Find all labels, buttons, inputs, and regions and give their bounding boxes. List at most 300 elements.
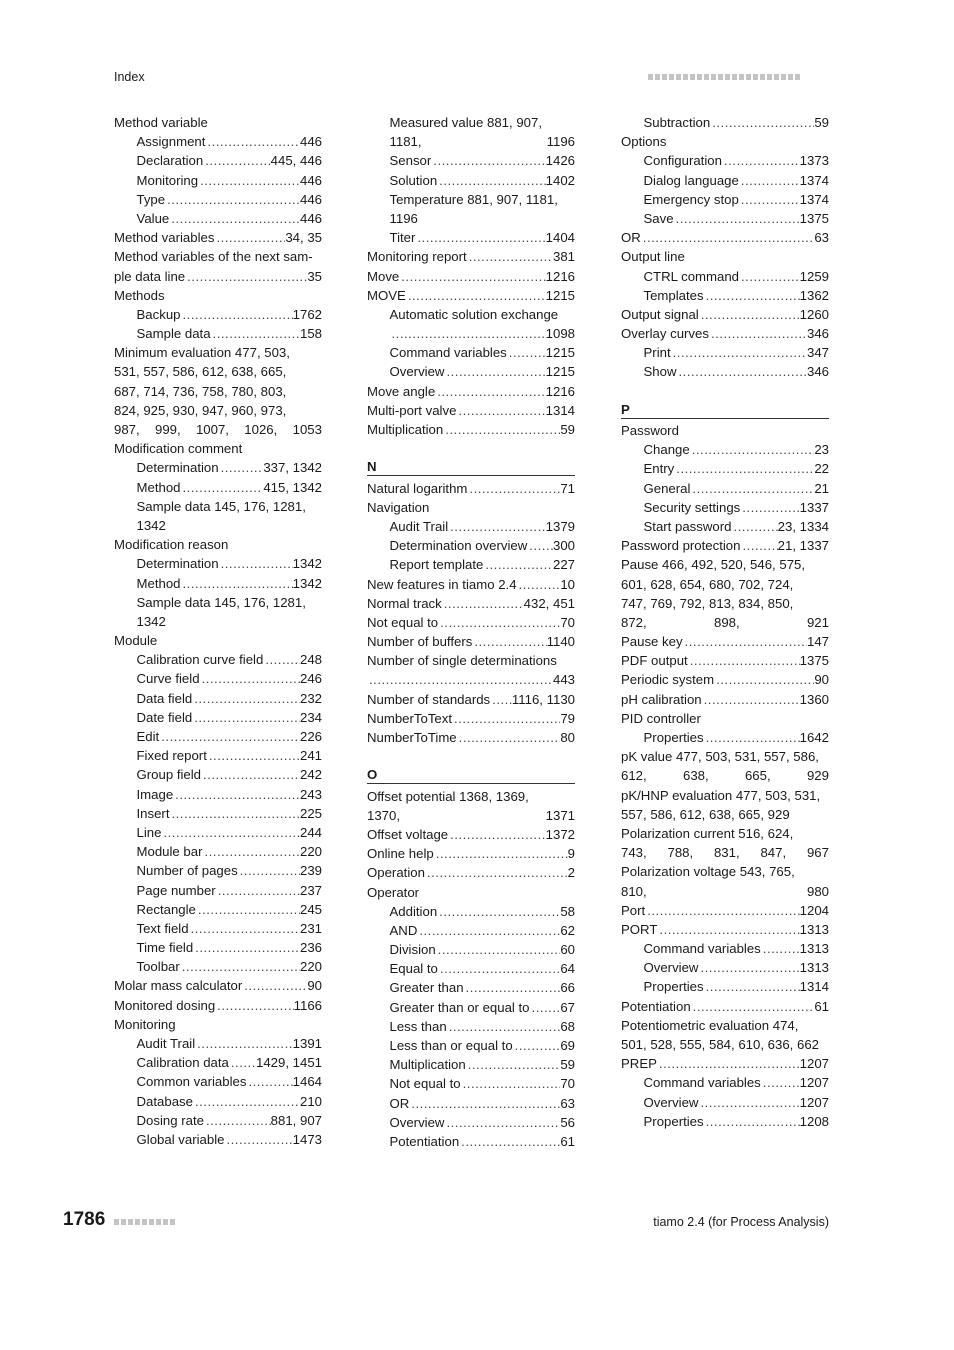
index-entry: Navigation [367,499,430,515]
index-subentry [114,785,322,804]
index-entry [621,651,829,670]
entry-term: Method [136,575,181,591]
index-entry: Methods [114,287,165,303]
entry-term: Audit Trail [136,1036,196,1051]
dot-leader [739,171,800,190]
dot-leader [192,689,300,708]
entry-term: Assignment [136,134,206,150]
entry-term: Online help [367,846,434,862]
entry-term: Date field [136,709,193,725]
index-subentry [621,958,829,977]
index-entry [621,670,829,689]
index-subentry [114,305,322,324]
index-entry: Password [621,423,679,438]
entry-pages: 1260 [799,306,829,322]
index-subentry [621,113,829,132]
index-subentry: Sample data 145, 176, 1281, [136,594,306,610]
index-subentry: 1196 [389,210,418,226]
index-subentry [621,440,829,459]
index-entry-continuation [367,132,575,151]
index-entry [367,247,575,266]
entry-term: Start password [643,518,732,534]
entry-pages: 788, [667,845,694,861]
dot-leader [444,362,545,381]
index-subentry [367,228,575,247]
entry-term: Type [136,191,166,207]
index-subentry: Temperature 881, 907, 1181, [389,191,558,207]
entry-pages: 246 [299,671,322,687]
dot-leader [461,1074,561,1093]
index-entry [367,401,575,420]
index-entry: Output line [621,249,685,265]
index-entry [367,825,575,844]
entry-term: Curve field [136,671,200,687]
index-subentry [621,362,829,381]
dot-leader [456,401,545,420]
index-entry: 501, 528, 555, 584, 610, 636, 662 [621,1037,819,1052]
index-letter-heading: N [367,458,575,476]
entry-pages: 898, [713,614,740,630]
index-subentry [114,881,322,900]
index-subentry [114,765,322,784]
index-entry [114,976,322,995]
entry-pages: 234 [299,709,322,725]
dot-leader [645,901,799,920]
index-entry [621,305,829,324]
entry-pages: 432, 451 [523,595,575,611]
index-subentry [114,938,322,957]
index-subentry [367,362,575,381]
entry-term: Number of buffers [367,634,473,650]
dot-leader [472,632,546,651]
entry-term: Overview [643,1094,699,1110]
dot-leader [448,825,546,844]
entry-pages: 446 [299,172,322,188]
dot-leader [214,228,285,247]
dot-leader [195,1034,293,1053]
index-subentry [621,209,829,228]
entry-term: Command variables [643,1075,761,1091]
index-entry: Method variable [114,115,208,130]
dot-leader [406,286,546,305]
entry-pages: 1391 [292,1036,322,1051]
dot-leader [436,940,561,959]
index-subentry [367,151,575,170]
entry-pages: 158 [299,326,322,342]
index-subentry [114,190,322,209]
entry-pages: 220 [299,844,322,860]
entry-pages: 1208 [799,1113,829,1129]
entry-pages: 1215 [545,287,575,303]
entry-pages: 921 [806,614,829,630]
index-subentry [621,939,829,958]
entry-term: Group field [136,767,202,783]
index-entry-continuation [621,613,829,632]
entry-term: AND [389,922,418,938]
entry-pages: 62 [560,922,575,938]
entry-term: Line [136,824,162,840]
dot-leader [435,382,545,401]
entry-term: Edit [136,729,160,744]
index-subentry [114,900,322,919]
entry-pages: 90 [814,672,829,688]
index-subentry: Sample data 145, 176, 1281, [136,498,306,514]
index-subentry [114,1111,322,1130]
index-entry: pK value 477, 503, 531, 557, 586, [621,749,819,765]
dot-leader [459,1132,560,1151]
index-spacer [367,439,575,458]
entry-term: Command variables [643,941,761,957]
dot-leader [467,247,553,266]
entry-pages: 220 [299,959,322,975]
entry-term: Configuration [643,153,722,169]
entry-pages: 70 [560,614,575,630]
index-entry: Polarization current 516, 624, [621,825,794,841]
entry-pages: 1342 [292,575,322,591]
entry-term: Dosing rate [136,1112,204,1128]
index-entry: Module [114,633,158,649]
dot-leader [443,420,560,439]
dot-leader [657,920,799,939]
entry-pages: 225 [299,805,322,821]
dot-leader [193,1092,300,1111]
entry-term: Page number [136,882,216,898]
index-subentry [367,921,575,940]
entry-term: Periodic system [621,672,715,688]
entry-term: OR [621,230,641,246]
entry-pages: 1374 [799,191,829,207]
entry-pages: 248 [299,652,322,668]
entry-term: Data field [136,690,193,706]
dot-leader [192,708,300,727]
index-entry [367,844,575,863]
dot-leader [731,517,777,536]
entry-term: Calibration data [136,1055,229,1071]
entry-pages: 1314 [545,402,575,418]
footer-decoration [114,1219,175,1225]
dot-leader [200,669,300,688]
dot-leader [181,305,293,324]
index-column-2 [367,113,575,1151]
index-entry [621,1054,829,1073]
index-entry-continuation [621,843,829,862]
dot-leader [409,1094,560,1113]
index-subentry [114,650,322,669]
dot-leader [464,978,561,997]
entry-term: CTRL command [643,268,740,284]
index-subentry: Automatic solution exchange [389,306,559,322]
entry-term: Monitored dosing [114,997,216,1013]
index-entry: 557, 586, 612, 638, 665, 929 [621,806,790,822]
entry-pages: 231 [299,920,322,936]
entry-term: Method [136,479,181,495]
index-subentry [621,151,829,170]
entry-term: Greater than [389,980,464,996]
entry-pages: 1379 [545,518,575,534]
index-subentry [621,171,829,190]
entry-pages: 872, [621,614,647,630]
entry-pages: 59 [560,1057,575,1073]
entry-pages: 999, [154,422,181,437]
index-subentry [114,324,322,343]
entry-term: Equal to [389,961,438,977]
index-subentry [114,478,322,497]
entry-pages: 61 [560,1133,575,1149]
entry-pages: 346 [806,364,829,380]
entry-pages: 1204 [799,902,829,918]
index-spacer [621,382,829,401]
entry-pages: 59 [814,115,829,130]
entry-pages: 1166 [293,997,322,1013]
index-subentry [114,1034,322,1053]
entry-term: General [643,480,691,496]
entry-term: Greater than or equal to [389,999,530,1015]
index-subentry [367,959,575,978]
dot-leader [467,479,560,498]
index-subentry: 1342 [136,517,166,533]
dot-leader [722,151,800,170]
entry-term: Overlay curves [621,326,709,342]
index-entry [621,690,829,709]
dot-leader [417,921,560,940]
dot-leader [189,919,300,938]
index-letter-heading: O [367,766,575,784]
dot-leader [517,575,561,594]
entry-pages: 1053 [292,422,322,437]
index-entry: Minimum evaluation 477, 503, [114,345,290,361]
dot-leader [490,690,512,709]
index-entry: Modification comment [114,441,243,457]
dot-leader [447,1017,561,1036]
entry-pages: 1181, [389,134,422,150]
entry-pages: 34, 35 [285,230,322,246]
index-entry [367,575,575,594]
index-subentry [114,554,322,573]
dot-leader [657,1054,800,1073]
entry-term: Image [136,786,174,802]
dot-leader [229,1053,256,1072]
dot-leader [448,517,546,536]
entry-pages: 1196 [546,134,575,150]
dot-leader [181,574,293,593]
entry-pages: 1342 [292,556,322,572]
entry-pages: 347 [806,345,829,361]
dot-leader [224,1130,292,1149]
entry-term: Titer [389,230,416,246]
index-subentry [367,1132,575,1151]
index-entry: Number of single determinations [367,653,557,669]
entry-term: Division [389,942,436,958]
entry-pages: 987, [114,422,140,437]
index-subentry [114,957,322,976]
index-entry [621,324,829,343]
index-subentry [114,1072,322,1091]
index-subentry [367,1074,575,1093]
entry-term: Move [367,268,400,284]
entry-term: Dialog language [643,172,739,188]
entry-pages: 1402 [545,172,575,188]
dot-leader [434,844,568,863]
entry-pages: 1207 [799,1075,829,1091]
dot-leader [527,536,553,555]
entry-term: Not equal to [389,1076,461,1092]
index-subentry [367,940,575,959]
dot-leader [466,1055,561,1074]
index-subentry: 1342 [136,613,166,629]
index-entry [367,479,575,498]
entry-pages: 1140 [546,634,575,650]
entry-term: Calibration curve field [136,652,264,668]
entry-term: Normal track [367,595,442,611]
dot-leader [438,959,560,978]
index-subentry [114,209,322,228]
entry-term: Natural logarithm [367,480,468,496]
entry-term: Change [643,442,690,458]
entry-term: Overview [389,1114,445,1130]
entry-pages: 831, [713,845,740,861]
entry-pages: 241 [299,748,322,764]
dot-leader [709,324,807,343]
entry-term: Move angle [367,383,436,399]
entry-pages: 967 [806,845,829,861]
dot-leader [159,727,300,746]
entry-term: Pause key [621,634,683,650]
entry-term: Security settings [643,499,741,515]
entry-term: pH calibration [621,691,702,707]
dot-leader [513,1036,561,1055]
dot-leader [242,976,307,995]
entry-pages: 1337 [799,499,829,515]
entry-pages: 10 [560,576,575,592]
entry-pages: 22 [814,461,829,477]
page-number: 1786 [63,1209,106,1230]
index-subentry [621,728,829,747]
entry-pages: 1371 [545,807,575,823]
entry-pages: 300 [552,538,575,554]
dot-leader [181,478,264,497]
entry-pages: 381 [552,249,575,265]
entry-term: PORT [621,921,658,937]
index-entry [367,863,575,882]
entry-term: Backup [136,306,181,322]
entry-term: Audit Trail [389,518,449,534]
dot-leader [704,1112,800,1131]
entry-term: New features in tiamo 2.4 [367,576,517,592]
entry-pages: 66 [560,980,575,996]
header-decoration [648,74,800,80]
entry-pages: 337, 1342 [263,460,322,476]
index-subentry [367,1017,575,1036]
dot-leader [246,1072,292,1091]
entry-pages: 443 [552,672,575,688]
entry-pages: 242 [299,767,322,783]
index-subentry [114,842,322,861]
dot-leader [193,938,300,957]
index-subentry [621,190,829,209]
entry-pages: 210 [299,1093,322,1109]
dot-leader [483,555,553,574]
dot-leader [740,536,777,555]
dot-leader [688,651,800,670]
index-subentry [367,1055,575,1074]
entry-pages: 1313 [799,941,829,957]
entry-pages: 1372 [545,826,575,842]
dot-leader [169,804,300,823]
dot-leader [367,670,553,689]
index-entry: 601, 628, 654, 680, 702, 724, [621,576,794,592]
entry-pages: 23, 1334 [777,518,829,534]
entry-pages: 638, [682,768,709,784]
entry-term: Properties [643,1113,704,1129]
index-subentry [114,708,322,727]
entry-pages: 56 [560,1114,575,1130]
index-entry [621,901,829,920]
index-entry-continuation [367,806,575,825]
entry-term: Time field [136,940,194,956]
entry-pages: 244 [299,824,322,840]
dot-leader [641,228,815,247]
index-subentry [367,517,575,536]
entry-pages: 1429, 1451 [255,1055,322,1071]
index-entry [367,420,575,439]
index-subentry [114,861,322,880]
index-entry: Polarization voltage 543, 765, [621,864,795,880]
dot-leader [165,190,300,209]
dot-leader [196,900,300,919]
index-entry: 687, 714, 736, 758, 780, 803, [114,383,287,399]
entry-term: Password protection [621,538,741,554]
entry-pages: 245 [299,901,322,917]
index-subentry [114,574,322,593]
entry-pages: 63 [814,230,829,246]
index-subentry [114,919,322,938]
entry-pages: 61 [814,998,829,1014]
index-column-1 [114,113,322,1149]
index-entry [367,286,575,305]
index-entry [621,632,829,651]
index-subentry [621,517,829,536]
dot-leader [704,728,800,747]
entry-term: Potentiation [389,1133,460,1149]
entry-pages: 1375 [799,653,829,669]
index-subentry [114,132,322,151]
running-header: Index [114,70,145,84]
dot-leader [198,171,300,190]
dot-leader [173,785,300,804]
entry-pages: 1374 [799,172,829,188]
dot-leader [415,228,545,247]
entry-term: Sensor [389,153,432,169]
entry-term: Determination [136,556,219,572]
entry-term: Templates [643,287,704,303]
index-entry: Method variables of the next sam- [114,249,313,265]
index-subentry [114,823,322,842]
entry-pages: 21, 1337 [777,538,829,554]
dot-leader [263,650,300,669]
entry-term: Offset voltage [367,826,449,842]
index-subentry [114,151,322,170]
entry-term: Properties [643,730,704,745]
entry-pages: 70 [560,1076,575,1092]
entry-pages: 2 [567,865,575,881]
dot-leader [702,690,800,709]
entry-term: Report template [389,557,484,573]
entry-term: Declaration [136,153,204,169]
index-subentry [367,998,575,1017]
dot-leader [437,171,545,190]
entry-term: Save [643,210,674,226]
entry-pages: 1215 [545,345,575,361]
